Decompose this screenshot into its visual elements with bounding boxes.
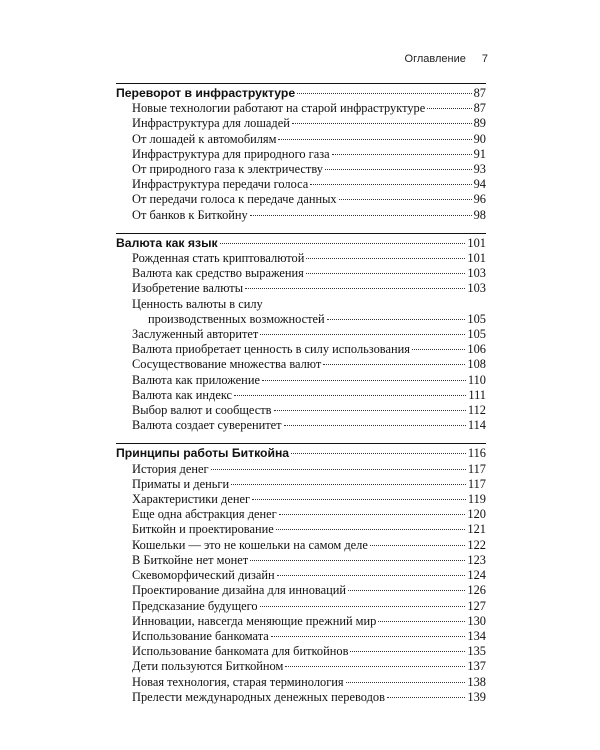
- entry-page-number: 91: [473, 146, 486, 161]
- dot-leader: [278, 139, 471, 140]
- dot-leader: [291, 453, 466, 454]
- entry-title: Приматы и деньги: [132, 476, 230, 491]
- dot-leader: [279, 514, 466, 515]
- toc-entry[interactable]: [116, 281, 486, 296]
- dot-leader: [274, 410, 466, 411]
- dot-leader: [332, 154, 472, 155]
- dot-leader: [378, 621, 465, 622]
- toc-section-heading[interactable]: [116, 446, 486, 461]
- entry-page-number: 93: [473, 162, 486, 177]
- toc-entry[interactable]: [116, 116, 486, 131]
- toc-entry[interactable]: [116, 522, 486, 537]
- entry-page-number: 103: [467, 281, 486, 296]
- entry-title: Выбор валют и сообществ: [132, 403, 272, 418]
- entry-page-number: 111: [468, 387, 486, 402]
- entry-title: Инфраструктура для природного газа: [132, 146, 330, 161]
- entry-title: Валюта как средство выражения: [132, 266, 304, 281]
- toc-entry[interactable]: [116, 507, 486, 522]
- toc-entry[interactable]: [116, 659, 486, 674]
- entry-title: Инфраструктура для лошадей: [132, 116, 290, 131]
- dot-leader: [292, 123, 472, 124]
- dot-leader: [234, 395, 466, 396]
- dot-leader: [412, 349, 465, 350]
- toc-entry[interactable]: [116, 342, 486, 357]
- entry-title-part: Ценность валюты в силу: [132, 296, 263, 311]
- section-page-number: 87: [473, 86, 486, 100]
- dot-leader: [277, 575, 466, 576]
- section-title: Принципы работы Биткойна: [116, 446, 290, 461]
- toc-entry[interactable]: [116, 162, 486, 177]
- entry-title: От лошадей к автомобилям: [132, 131, 277, 146]
- toc-entry[interactable]: [116, 477, 486, 492]
- toc-entry[interactable]: [116, 208, 486, 223]
- entry-page-number: 117: [467, 461, 486, 476]
- dot-leader: [211, 469, 466, 470]
- entry-title: Дети пользуются Биткойном: [132, 659, 284, 674]
- entry-page-number: 138: [467, 674, 486, 689]
- entry-page-number: 139: [467, 689, 486, 704]
- toc-entry[interactable]: [116, 357, 486, 372]
- dot-leader: [245, 288, 465, 289]
- entry-page-number: 137: [467, 659, 486, 674]
- dot-leader: [370, 545, 466, 546]
- section-title: Валюта как язык: [116, 235, 218, 250]
- dot-leader: [323, 364, 465, 365]
- entry-title: Новые технологии работают на старой инфраструктуре: [132, 101, 426, 116]
- entry-title: Новая технология, старая терминология: [132, 674, 344, 689]
- table-of-contents: [116, 83, 486, 715]
- toc-entry[interactable]: [116, 327, 486, 342]
- dot-leader: [346, 682, 466, 683]
- entry-title: В Биткойне нет монет: [132, 552, 249, 567]
- dot-leader: [271, 636, 466, 637]
- entry-title: От природного газа к электричеству: [132, 162, 323, 177]
- entry-title: Характеристики денег: [132, 492, 251, 507]
- entry-title: Инновации, навсегда меняющие прежний мир: [132, 613, 377, 628]
- toc-entry[interactable]: [116, 373, 486, 388]
- dot-leader: [260, 606, 466, 607]
- dot-leader: [339, 199, 472, 200]
- entry-title: От банков к Биткойну: [132, 207, 248, 222]
- entry-title: Биткойн и проектирование: [132, 522, 274, 537]
- entry-page-number: 117: [467, 476, 486, 491]
- entry-page-number: 121: [467, 522, 486, 537]
- toc-entry[interactable]: [116, 492, 486, 507]
- dot-leader: [297, 93, 471, 94]
- entry-page-number: 103: [467, 266, 486, 281]
- entry-page-number: 126: [467, 583, 486, 598]
- entry-page-number: 89: [473, 116, 486, 131]
- entry-title: Сосуществование множества валют: [132, 357, 322, 372]
- entry-page-number: 130: [467, 613, 486, 628]
- toc-entry[interactable]: [116, 388, 486, 403]
- toc-entry[interactable]: [116, 462, 486, 477]
- entry-page-number: 101: [467, 251, 486, 266]
- dot-leader: [284, 425, 466, 426]
- entry-title: Валюта как индекс: [132, 387, 233, 402]
- toc-entry[interactable]: [116, 614, 486, 629]
- dot-leader: [260, 334, 465, 335]
- entry-title: Инфраструктура передачи голоса: [132, 177, 309, 192]
- toc-entry[interactable]: [116, 312, 486, 327]
- dot-leader: [306, 258, 465, 259]
- entry-page-number: 119: [467, 492, 486, 507]
- entry-title: Проектирование дизайна для инноваций: [132, 583, 346, 598]
- running-head-title: Оглавление: [404, 53, 466, 65]
- dot-leader: [325, 169, 472, 170]
- entry-page-number: 134: [467, 628, 486, 643]
- entry-page-number: 98: [473, 207, 486, 222]
- toc-entry[interactable]: [116, 418, 486, 433]
- entry-title: Использование банкомата: [132, 628, 269, 643]
- dot-leader: [285, 666, 465, 667]
- toc-entry[interactable]: [116, 251, 486, 266]
- entry-title: Еще одна абстракция денег: [132, 507, 277, 522]
- dot-leader: [427, 108, 471, 109]
- entry-title: Валюта приобретает ценность в силу использования: [132, 342, 410, 357]
- section-title: Переворот в инфраструктуре: [116, 86, 296, 100]
- entry-title: Валюта как приложение: [132, 372, 260, 387]
- entry-page-number: 87: [473, 101, 486, 116]
- entry-page-number: 127: [467, 598, 486, 613]
- entry-title: Заслуженный авторитет: [132, 327, 259, 342]
- toc-entry[interactable]: [116, 675, 486, 690]
- dot-leader: [348, 590, 465, 591]
- running-head: [405, 53, 488, 65]
- dot-leader: [262, 380, 466, 381]
- dot-leader: [276, 529, 466, 530]
- entry-title: производственных возможностей: [148, 311, 325, 326]
- entry-page-number: 124: [467, 568, 486, 583]
- toc-section: [116, 443, 486, 704]
- dot-leader: [327, 319, 466, 320]
- entry-title: Кошельки — это не кошельки на самом деле: [132, 537, 368, 552]
- entry-page-number: 120: [467, 507, 486, 522]
- toc-entry[interactable]: [116, 568, 486, 583]
- toc-entry[interactable]: [116, 101, 486, 116]
- running-head-page-number: 7: [481, 53, 488, 65]
- dot-leader: [252, 499, 466, 500]
- entry-page-number: 122: [467, 537, 486, 552]
- dot-leader: [231, 484, 466, 485]
- dot-leader: [350, 651, 465, 652]
- toc-entry[interactable]: [116, 690, 486, 705]
- entry-page-number: 108: [467, 357, 486, 372]
- entry-title: Рожденная стать криптовалютой: [132, 251, 305, 266]
- toc-entry[interactable]: [116, 266, 486, 281]
- entry-page-number: 105: [467, 311, 486, 326]
- entry-title: Предсказание будущего: [132, 598, 258, 613]
- entry-page-number: 106: [467, 342, 486, 357]
- entry-page-number: 135: [467, 644, 486, 659]
- entry-title: Изобретение валюты: [132, 281, 244, 296]
- entry-page-number: 105: [467, 327, 486, 342]
- entry-title: Скевоморфический дизайн: [132, 568, 275, 583]
- dot-leader: [220, 243, 466, 244]
- toc-section-heading[interactable]: [116, 236, 486, 251]
- entry-page-number: 110: [467, 372, 486, 387]
- entry-page-number: 123: [467, 552, 486, 567]
- entry-title: История денег: [132, 461, 209, 476]
- entry-page-number: 114: [467, 418, 486, 433]
- dot-leader: [310, 184, 471, 185]
- entry-title: От передачи голоса к передаче данных: [132, 192, 337, 207]
- toc-section: [116, 233, 486, 434]
- toc-entry[interactable]: [116, 147, 486, 162]
- dot-leader: [306, 273, 466, 274]
- entry-page-number: 90: [473, 131, 486, 146]
- dot-leader: [250, 215, 472, 216]
- toc-entry[interactable]: [116, 583, 486, 598]
- toc-entry[interactable]: [116, 177, 486, 192]
- entry-title: Использование банкомата для биткойнов: [132, 644, 349, 659]
- entry-page-number: 112: [467, 403, 486, 418]
- entry-page-number: 96: [473, 192, 486, 207]
- dot-leader: [387, 697, 465, 698]
- section-page-number: 116: [467, 446, 486, 461]
- section-page-number: 101: [467, 235, 486, 250]
- toc-entry-line[interactable]: [116, 297, 486, 312]
- toc-entry[interactable]: [116, 599, 486, 614]
- toc-entry[interactable]: [116, 644, 486, 659]
- entry-title: Прелести международных денежных переводов: [132, 689, 385, 704]
- toc-entry[interactable]: [116, 629, 486, 644]
- dot-leader: [250, 560, 465, 561]
- entry-page-number: 94: [473, 177, 486, 192]
- toc-entry[interactable]: [116, 192, 486, 207]
- toc-section-heading[interactable]: [116, 86, 486, 101]
- toc-section: [116, 83, 486, 223]
- toc-entry[interactable]: [116, 403, 486, 418]
- toc-entry[interactable]: [116, 132, 486, 147]
- entry-title: Валюта создает суверенитет: [132, 418, 282, 433]
- toc-entry[interactable]: [116, 538, 486, 553]
- toc-entry[interactable]: [116, 553, 486, 568]
